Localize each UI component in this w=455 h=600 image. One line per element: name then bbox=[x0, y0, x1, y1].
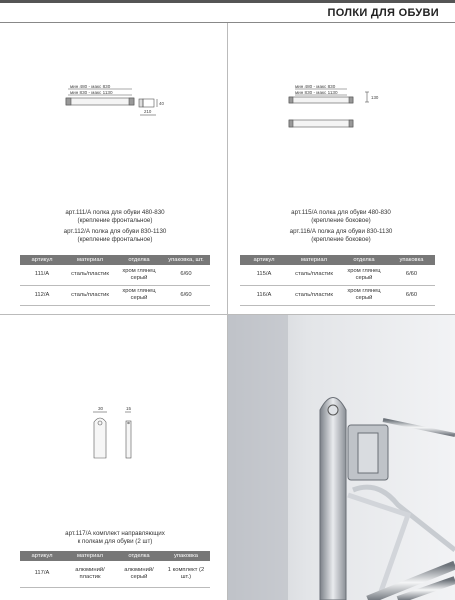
shelf-side-mount-drawing bbox=[285, 80, 385, 135]
panel1-line1: арт.111/А полка для обуви 480-830 bbox=[65, 209, 165, 216]
cell: алюминий/ пластик bbox=[64, 561, 116, 587]
panel3-spec-table bbox=[20, 551, 210, 588]
cell: 6/60 bbox=[388, 285, 435, 305]
col-article: артикул bbox=[240, 255, 288, 265]
panel2-line1: арт.115/А полка для обуви 480-830 bbox=[291, 209, 391, 216]
table-header-row bbox=[20, 551, 210, 561]
dim-min830: мин 830 - макс 1130 bbox=[295, 90, 338, 95]
cell: сталь/пластик bbox=[288, 285, 340, 305]
top-border bbox=[0, 0, 455, 3]
col-material: материал bbox=[64, 255, 116, 265]
cell: хром глянец серый bbox=[116, 285, 162, 305]
col-article: артикул bbox=[20, 551, 64, 561]
col-material: материал bbox=[64, 551, 116, 561]
col-material: материал bbox=[288, 255, 340, 265]
table-header-row bbox=[20, 255, 210, 265]
cell: 111/А bbox=[20, 265, 64, 285]
dim-15: 15 bbox=[126, 406, 132, 411]
col-finish: отделка bbox=[116, 255, 162, 265]
product-photo bbox=[228, 315, 455, 600]
col-finish: отделка bbox=[116, 551, 162, 561]
panel3-description bbox=[40, 530, 190, 549]
table-row bbox=[20, 285, 210, 305]
panel2-description bbox=[266, 209, 416, 247]
cell: 112/А bbox=[20, 285, 64, 305]
cell: 117/А bbox=[20, 561, 64, 587]
panel1-line2: (крепление фронтальное) bbox=[77, 216, 153, 224]
panel3-line1: арт.117/А комплект направляющих bbox=[65, 530, 165, 537]
col-package: упаковка bbox=[162, 551, 210, 561]
cell: 6/60 bbox=[388, 265, 435, 285]
cell: хром глянец серый bbox=[340, 285, 388, 305]
col-package: упаковка bbox=[388, 255, 435, 265]
table-header-row bbox=[240, 255, 435, 265]
cell: сталь/пластик bbox=[64, 265, 116, 285]
cell: 115/А bbox=[240, 265, 288, 285]
table-row bbox=[240, 285, 435, 305]
col-package: упаковка, шт. bbox=[162, 255, 210, 265]
panel2-line4: (крепление боковое) bbox=[311, 235, 371, 243]
panel2-spec-table bbox=[240, 255, 435, 306]
panel3-line2: к полкам для обуви (2 шт) bbox=[77, 537, 153, 545]
panel1-line4: (крепление фронтальное) bbox=[77, 235, 153, 243]
cell: алюминий/ серый bbox=[116, 561, 162, 587]
guide-rail-drawing bbox=[88, 404, 148, 464]
dim-30: 30 bbox=[98, 406, 104, 411]
cell: хром глянец серый bbox=[116, 265, 162, 285]
dim-min830: мин 830 - макс 1130 bbox=[70, 90, 113, 95]
col-finish: отделка bbox=[340, 255, 388, 265]
panel1-spec-table bbox=[20, 255, 210, 306]
table-row bbox=[20, 561, 210, 587]
cell: 116/А bbox=[240, 285, 288, 305]
dim-130: 130 bbox=[371, 95, 379, 100]
panel2-line2: (крепление боковое) bbox=[311, 216, 371, 224]
cell: хром глянец серый bbox=[340, 265, 388, 285]
cell: сталь/пластик bbox=[64, 285, 116, 305]
col-article: артикул bbox=[20, 255, 64, 265]
cell: 6/60 bbox=[162, 265, 210, 285]
page-title: ПОЛКИ ДЛЯ ОБУВИ bbox=[327, 7, 439, 19]
panel1-description bbox=[40, 209, 190, 247]
dim-min480: мин 480 - макс 830 bbox=[70, 84, 111, 89]
cell: сталь/пластик bbox=[288, 265, 340, 285]
dim-210: 210 bbox=[144, 109, 152, 114]
panel1-line3: арт.112/А полка для обуви 830-1130 bbox=[63, 228, 167, 236]
cell: 6/60 bbox=[162, 285, 210, 305]
table-row bbox=[20, 265, 210, 285]
cell: 1 комплект (2 шт.) bbox=[162, 561, 210, 587]
dim-min480: мин 480 - макс 830 bbox=[295, 84, 336, 89]
panel2-line3: арт.116/А полка для обуви 830-1130 bbox=[289, 228, 393, 236]
shelf-front-mount-drawing bbox=[60, 80, 170, 125]
table-row bbox=[240, 265, 435, 285]
dim-40: 40 bbox=[159, 101, 164, 106]
